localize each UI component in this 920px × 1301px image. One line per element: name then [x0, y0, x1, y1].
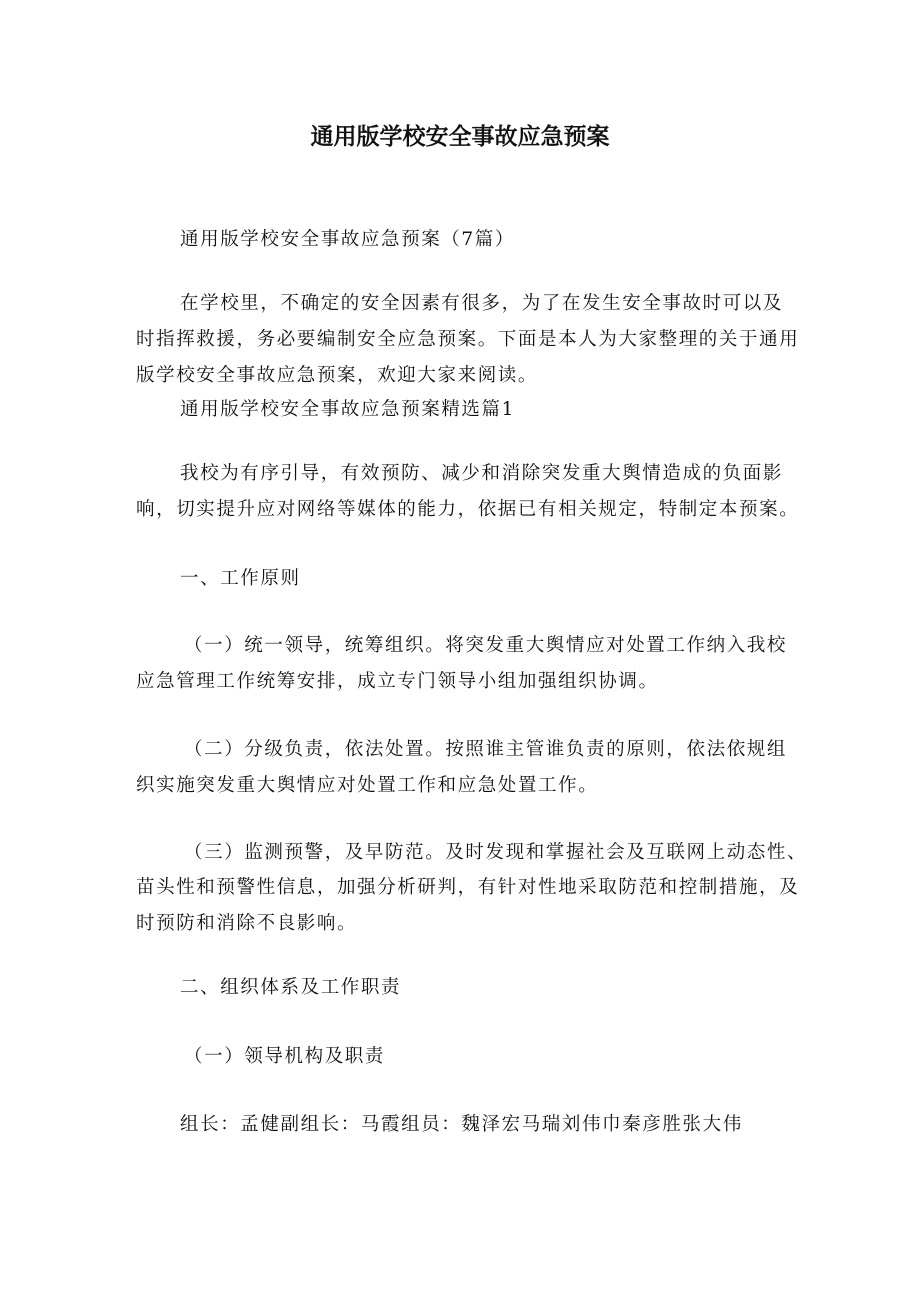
document-title: 通用版学校安全事故应急预案 — [310, 124, 610, 150]
principle1-line-2: 应急管理工作统筹安排，成立专门领导小组加强组织协调。 — [136, 671, 659, 692]
para1-line-2: 响，切实提升应对网络等媒体的能力，依据已有相关规定，特制定本预案。 — [136, 499, 800, 520]
intro-line-1: 在学校里，不确定的安全因素有很多，为了在发生安全事故时可以及 — [180, 293, 784, 314]
principle3-line-1: （三）监测预警，及早防范。及时发现和掌握社会及互联网上动态性、 — [184, 842, 808, 863]
principle3-line-3: 时预防和消除不良影响。 — [136, 913, 358, 934]
document-subtitle: 通用版学校安全事故应急预案（7篇） — [180, 229, 515, 250]
principle1-line-1: （一）统一领导，统筹组织。将突发重大舆情应对处置工作纳入我校 — [184, 635, 788, 656]
sub-heading-leadership: （一）领导机构及职责 — [184, 1046, 386, 1067]
principle2-line-1: （二）分级负责，依法处置。按照谁主管谁负责的原则，依法依规组 — [184, 739, 788, 760]
members-line: 组长：孟健副组长：马霞组员：魏泽宏马瑞刘伟巾秦彦胜张大伟 — [180, 1114, 743, 1135]
para1-line-1: 我校为有序引导，有效预防、减少和消除突发重大舆情造成的负面影 — [180, 463, 784, 484]
heading-work-principles: 一、工作原则 — [180, 568, 301, 589]
intro-line-3: 版学校安全事故应急预案，欢迎大家来阅读。 — [136, 365, 539, 386]
intro-line-2: 时指挥救援，务必要编制安全应急预案。下面是本人为大家整理的关于通用 — [136, 329, 800, 350]
section-heading: 通用版学校安全事故应急预案精选篇1 — [180, 399, 515, 420]
principle3-line-2: 苗头性和预警性信息，加强分析研判，有针对性地采取防范和控制措施，及 — [136, 877, 800, 898]
principle2-line-2: 织实施突发重大舆情应对处置工作和应急处置工作。 — [136, 775, 599, 796]
heading-organization: 二、组织体系及工作职责 — [180, 977, 402, 998]
